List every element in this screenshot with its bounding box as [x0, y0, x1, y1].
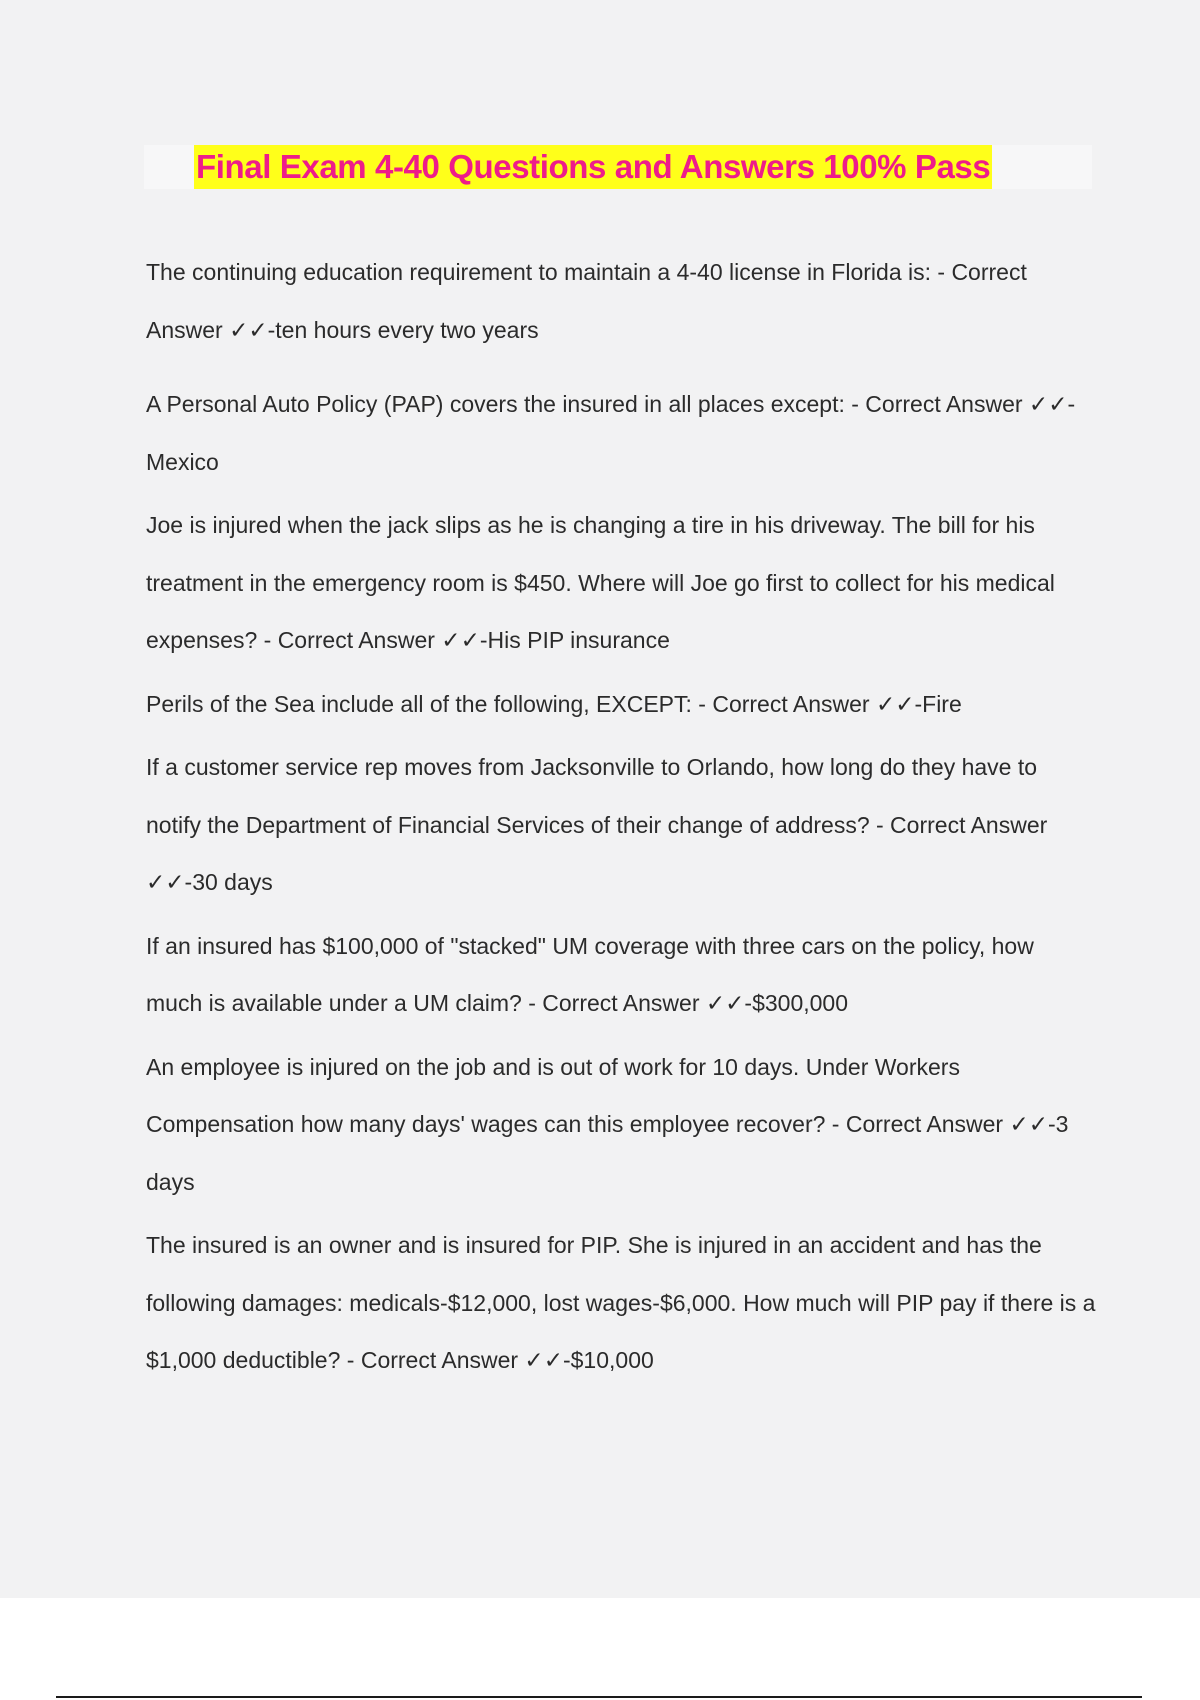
qa-item-8: [146, 1217, 1096, 1390]
qa-text: Perils of the Sea include all of the following, EXCEPT: - Correct Answer ✓✓-Fire: [146, 690, 962, 717]
bottom-rule: [56, 1696, 1142, 1698]
qa-item-7: [146, 1039, 1096, 1212]
qa-text: A Personal Auto Policy (PAP) covers the insured in all places except: - Correct Answer ✓✓-Mexico: [146, 391, 1076, 475]
qa-text: If an insured has $100,000 of "stacked" UM coverage with three cars on the policy, how much is available under a UM claim? - Correct Answer ✓✓-$300,000: [146, 932, 1034, 1016]
qa-text: An employee is injured on the job and is out of work for 10 days. Under Workers Compensation how many days' wages can this employee recover? - Correct Answer ✓✓-3 days: [146, 1053, 1069, 1195]
qa-item-6: [146, 918, 1096, 1033]
qa-text: Joe is injured when the jack slips as he is changing a tire in his driveway. The bill for his treatment in the emergency room is $450. Where will Joe go first to collect for his medical expenses? - Correct Answer ✓✓-His PIP insurance: [146, 512, 1055, 653]
qa-item-5: [146, 739, 1096, 912]
qa-text: The insured is an owner and is insured for PIP. She is injured in an accident and has the following damages: medicals-$12,000, lost wages-$6,000. How much will PIP pay if there is a $1,000 deductible? - Correct Answer ✓✓-$10,000: [146, 1232, 1096, 1373]
qa-item-2: [146, 376, 1096, 491]
qa-text: If a customer service rep moves from Jacksonville to Orlando, how long do they have to notify the Department of Financial Services of their change of address? - Correct Answer ✓✓-30 days: [146, 754, 1048, 895]
qa-list: [146, 244, 1096, 1396]
qa-item-3: [146, 497, 1096, 670]
qa-text: The continuing education requirement to maintain a 4-40 license in Florida is: - Correct Answer ✓✓-ten hours every two years: [146, 259, 1027, 343]
qa-item-1: [146, 244, 1096, 359]
document-title: Final Exam 4-40 Questions and Answers 100% Pass: [194, 145, 992, 189]
qa-item-4: [146, 676, 1096, 734]
